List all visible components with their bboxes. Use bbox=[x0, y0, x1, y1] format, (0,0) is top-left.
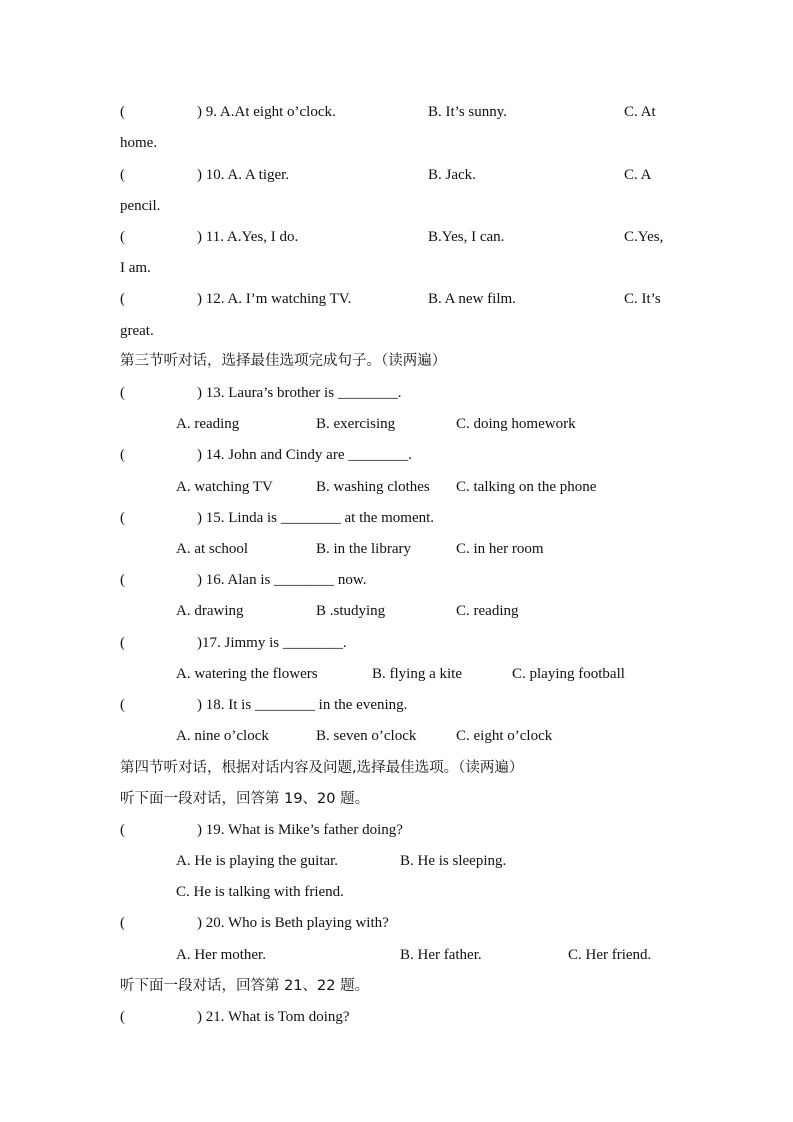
question-14-stem bbox=[0, 445, 793, 465]
question-11-option-b: B.Yes, I can. bbox=[428, 229, 505, 245]
question-21-stem bbox=[0, 1007, 793, 1027]
question-11-option-a: ) 11. A.Yes, I do. bbox=[197, 229, 299, 245]
question-11-wrap bbox=[0, 258, 793, 278]
group-1-instruction-text: 听下面一段对话，回答第 19、20 题。 bbox=[120, 791, 370, 807]
question-12-line bbox=[0, 289, 793, 309]
answer-paren: ( bbox=[120, 822, 125, 838]
question-14-text: ) 14. John and Cindy are ________. bbox=[197, 447, 412, 463]
question-12-wrap bbox=[0, 321, 793, 341]
question-19-option-a: A. He is playing the guitar. bbox=[176, 853, 339, 869]
question-14-options bbox=[0, 477, 793, 497]
question-13-option-c: C. doing homework bbox=[456, 416, 576, 432]
question-16-option-b: B .studying bbox=[316, 603, 386, 619]
section-3-heading-text: 第三节听对话，选择最佳选项完成句子。（读两遍） bbox=[120, 353, 447, 369]
answer-paren: ( bbox=[120, 1009, 125, 1025]
answer-paren: ( bbox=[120, 291, 125, 307]
question-16-text: ) 16. Alan is ________ now. bbox=[197, 572, 367, 588]
question-9-option-c: C. At bbox=[624, 104, 656, 120]
section-4-group-2-instruction bbox=[0, 976, 793, 996]
question-20-options bbox=[0, 945, 793, 965]
question-18-stem bbox=[0, 695, 793, 715]
question-20-option-b: B. Her father. bbox=[400, 947, 482, 963]
group-2-instruction-text: 听下面一段对话，回答第 21、22 题。 bbox=[120, 978, 370, 994]
question-10-wrap bbox=[0, 196, 793, 216]
question-18-text: ) 18. It is ________ in the evening. bbox=[197, 697, 408, 713]
section-4-group-1-instruction bbox=[0, 789, 793, 809]
question-16-option-a: A. drawing bbox=[176, 603, 244, 619]
question-19-options-2 bbox=[0, 882, 793, 902]
question-11-option-c: C.Yes, bbox=[624, 229, 664, 245]
answer-paren: ( bbox=[120, 697, 125, 713]
question-21-text: ) 21. What is Tom doing? bbox=[197, 1009, 350, 1025]
question-9-option-c-wrap: home. bbox=[120, 135, 158, 151]
question-17-stem bbox=[0, 633, 793, 653]
question-17-options bbox=[0, 664, 793, 684]
question-10-option-b: B. Jack. bbox=[428, 167, 476, 183]
answer-paren: ( bbox=[120, 385, 125, 401]
question-15-options bbox=[0, 539, 793, 559]
answer-paren: ( bbox=[120, 167, 125, 183]
question-15-option-b: B. in the library bbox=[316, 541, 411, 557]
question-15-option-c: C. in her room bbox=[456, 541, 544, 557]
question-14-option-b: B. washing clothes bbox=[316, 479, 430, 495]
question-19-options bbox=[0, 851, 793, 871]
question-10-option-a: ) 10. A. A tiger. bbox=[197, 167, 290, 183]
section-3-heading bbox=[0, 351, 793, 371]
answer-paren: ( bbox=[120, 229, 125, 245]
question-16-option-c: C. reading bbox=[456, 603, 519, 619]
answer-paren: ( bbox=[120, 635, 125, 651]
question-13-option-b: B. exercising bbox=[316, 416, 396, 432]
question-10-line bbox=[0, 165, 793, 185]
question-15-option-a: A. at school bbox=[176, 541, 249, 557]
section-4-heading-text: 第四节听对话，根据对话内容及问题,选择最佳选项。（读两遍） bbox=[120, 760, 524, 776]
question-9-wrap bbox=[0, 133, 793, 153]
question-14-option-c: C. talking on the phone bbox=[456, 479, 597, 495]
question-11-line bbox=[0, 227, 793, 247]
question-20-option-a: A. Her mother. bbox=[176, 947, 266, 963]
question-16-options bbox=[0, 601, 793, 621]
question-9-option-b: B. It’s sunny. bbox=[428, 104, 508, 120]
question-16-stem bbox=[0, 570, 793, 590]
question-15-stem bbox=[0, 508, 793, 528]
question-18-options bbox=[0, 726, 793, 746]
question-12-option-a: ) 12. A. I’m watching TV. bbox=[197, 291, 352, 307]
question-18-option-a: A. nine o’clock bbox=[176, 728, 269, 744]
question-20-text: ) 20. Who is Beth playing with? bbox=[197, 915, 389, 931]
question-12-option-c-wrap: great. bbox=[120, 323, 154, 339]
answer-paren: ( bbox=[120, 915, 125, 931]
question-12-option-c: C. It’s bbox=[624, 291, 661, 307]
question-13-options bbox=[0, 414, 793, 434]
question-19-stem bbox=[0, 820, 793, 840]
question-18-option-c: C. eight o’clock bbox=[456, 728, 553, 744]
question-12-option-b: B. A new film. bbox=[428, 291, 516, 307]
answer-paren: ( bbox=[120, 447, 125, 463]
question-17-option-c: C. playing football bbox=[512, 666, 625, 682]
question-20-stem bbox=[0, 913, 793, 933]
section-4-heading bbox=[0, 758, 793, 778]
question-19-option-b: B. He is sleeping. bbox=[400, 853, 507, 869]
answer-paren: ( bbox=[120, 104, 125, 120]
answer-paren: ( bbox=[120, 572, 125, 588]
question-10-option-c: C. A bbox=[624, 167, 652, 183]
question-11-option-c-wrap: I am. bbox=[120, 260, 151, 276]
answer-paren: ( bbox=[120, 510, 125, 526]
question-19-option-c: C. He is talking with friend. bbox=[176, 884, 344, 900]
question-17-text: )17. Jimmy is ________. bbox=[197, 635, 347, 651]
question-17-option-b: B. flying a kite bbox=[372, 666, 462, 682]
question-15-text: ) 15. Linda is ________ at the moment. bbox=[197, 510, 435, 526]
question-10-option-c-wrap: pencil. bbox=[120, 198, 161, 214]
question-19-text: ) 19. What is Mike’s father doing? bbox=[197, 822, 403, 838]
question-17-option-a: A. watering the flowers bbox=[176, 666, 318, 682]
question-13-stem bbox=[0, 383, 793, 403]
question-14-option-a: A. watching TV bbox=[176, 479, 273, 495]
question-13-text: ) 13. Laura’s brother is ________. bbox=[197, 385, 402, 401]
question-20-option-c: C. Her friend. bbox=[568, 947, 652, 963]
question-9-option-a: ) 9. A.At eight o’clock. bbox=[197, 104, 336, 120]
question-18-option-b: B. seven o’clock bbox=[316, 728, 417, 744]
question-13-option-a: A. reading bbox=[176, 416, 240, 432]
question-9-line bbox=[0, 102, 793, 122]
